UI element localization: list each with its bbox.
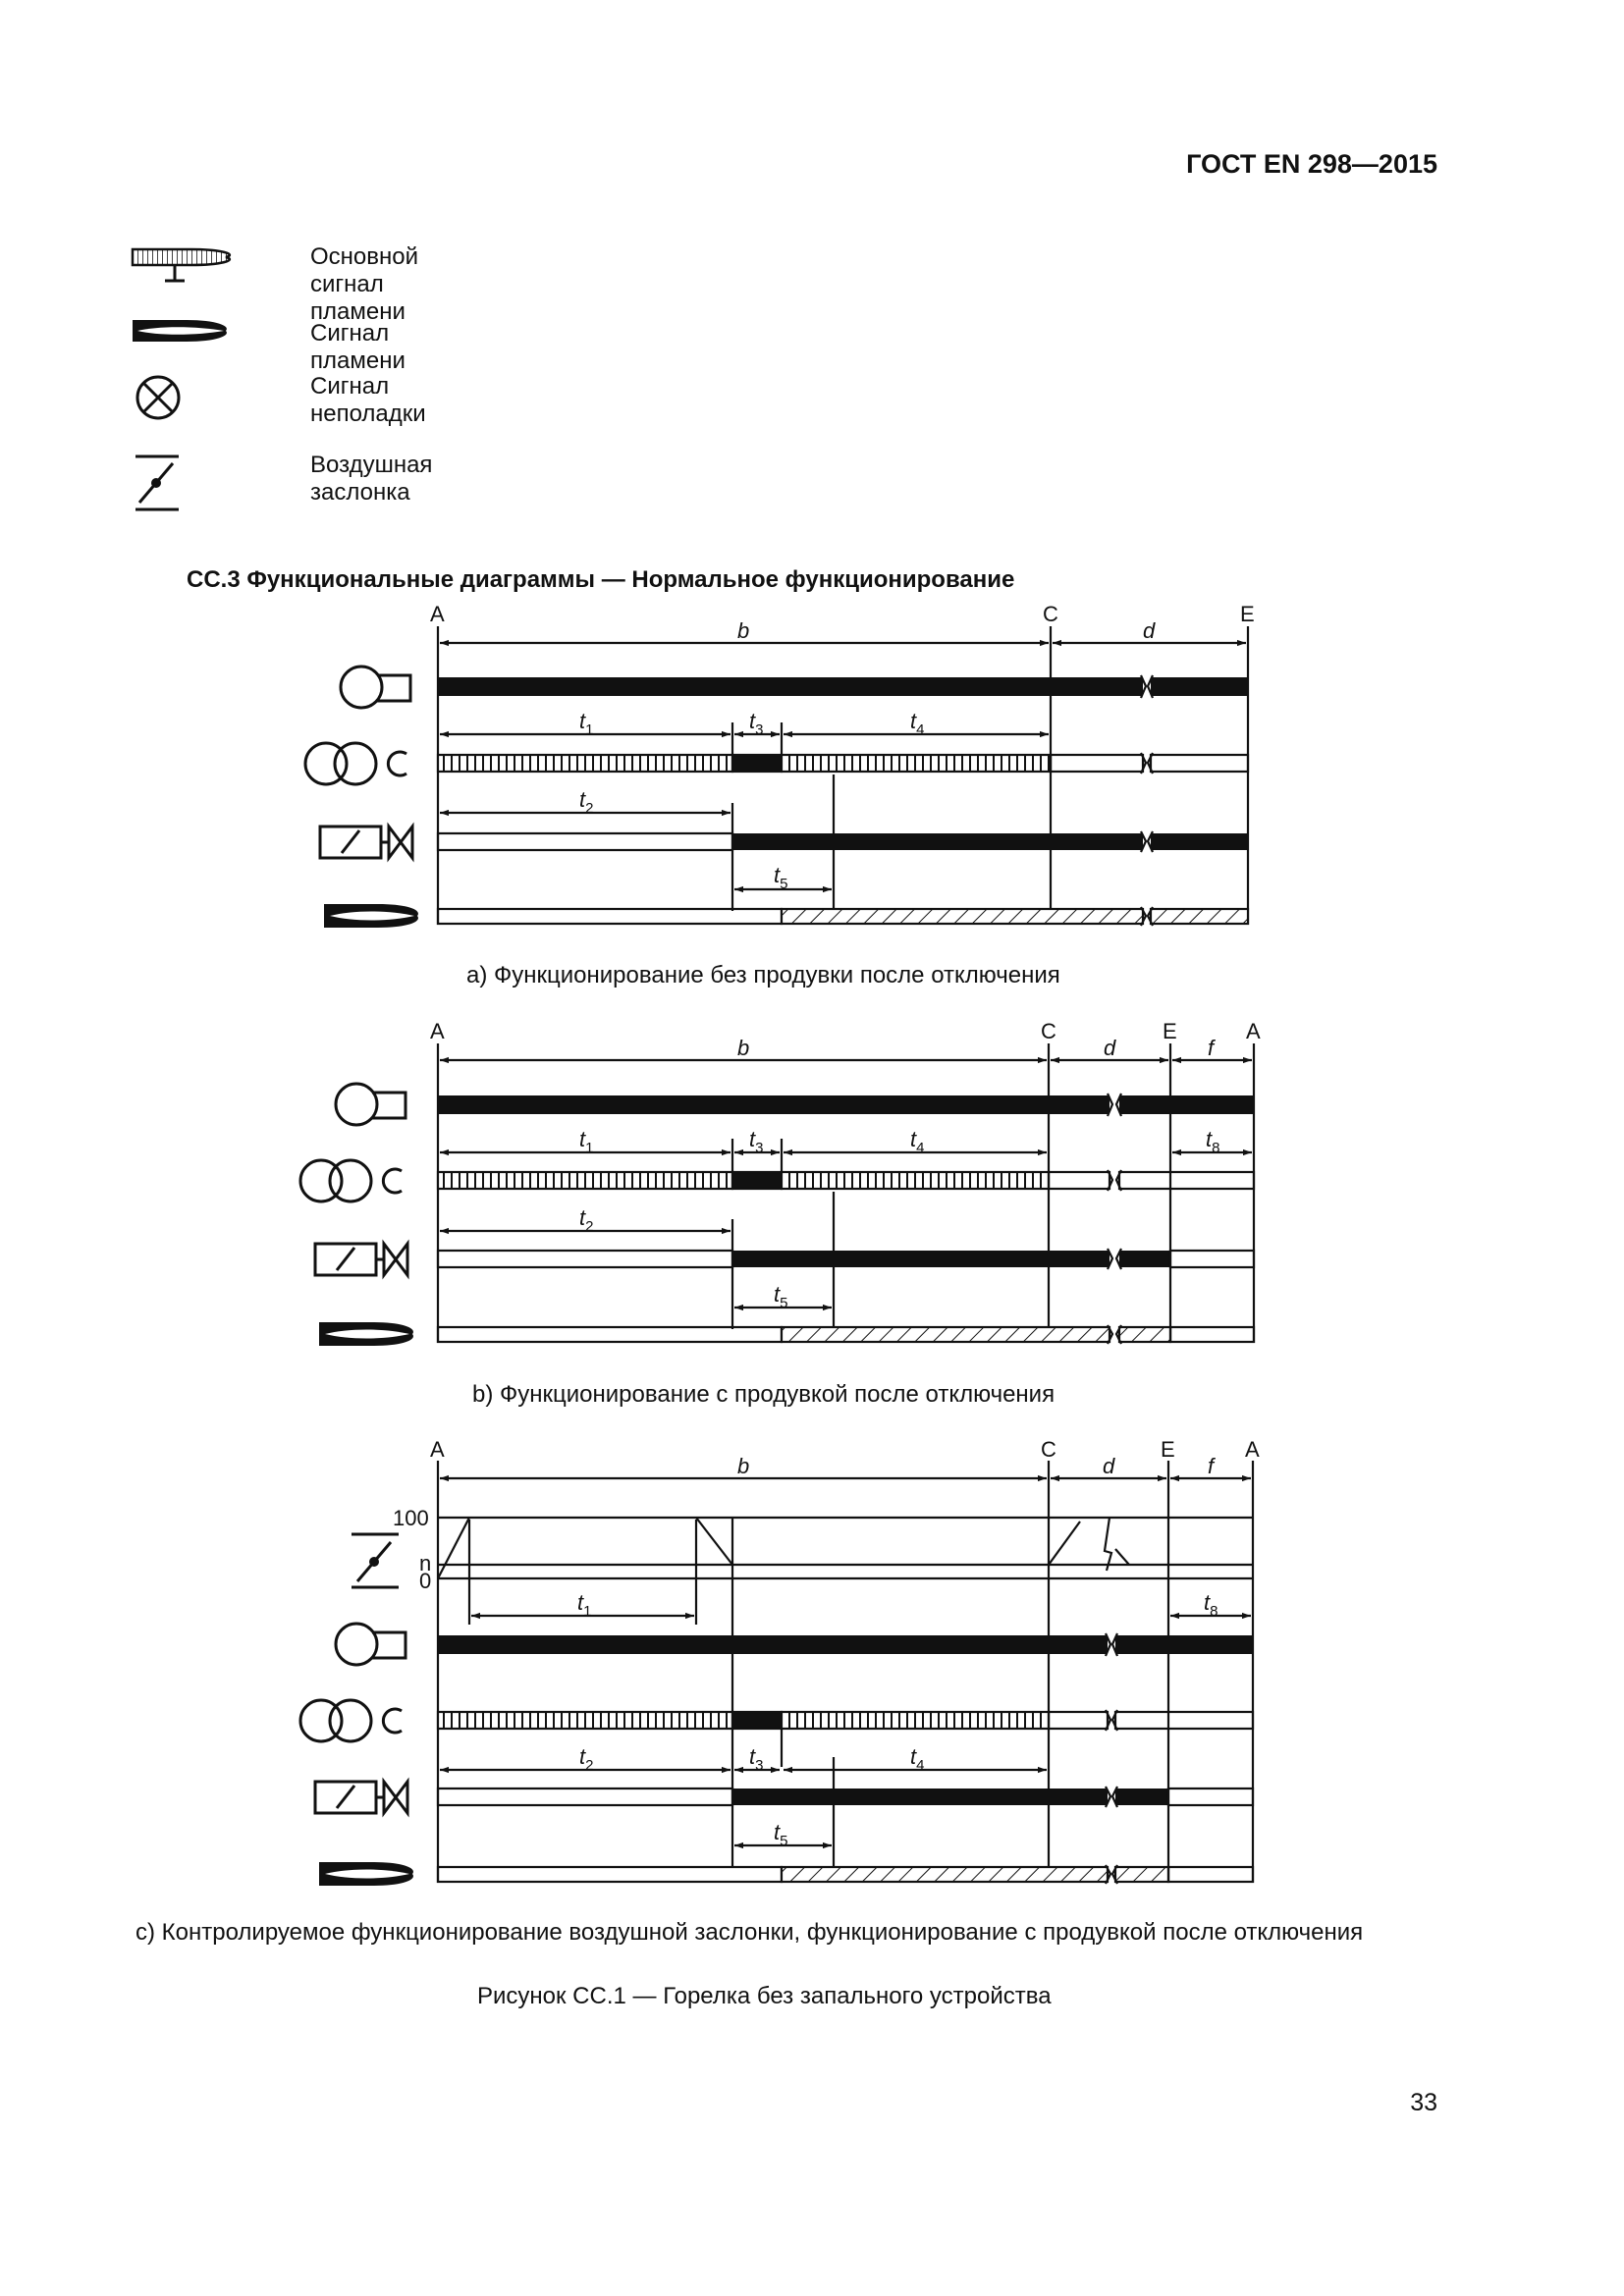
- fan-icon: [336, 1084, 406, 1125]
- time-label: $t_3$: [749, 1744, 764, 1774]
- legend-label: Воздушная заслонка: [310, 452, 433, 506]
- time-label: $t_5$: [774, 863, 788, 892]
- legend-label: Сигнал пламени: [310, 320, 406, 374]
- time-label: $t_1$: [577, 1590, 592, 1620]
- document-code: ГОСТ EN 298—2015: [1186, 149, 1437, 179]
- diagram-c-icons: [300, 1534, 413, 1886]
- point-label: E: [1163, 1019, 1177, 1043]
- section-title: CC.3 Функциональные диаграммы — Нормальное функционирование: [187, 566, 1015, 593]
- point-label: E: [1240, 602, 1255, 626]
- diagram-b-icons: [300, 1084, 413, 1346]
- point-label: E: [1161, 1437, 1175, 1462]
- time-label: $t_8$: [1204, 1590, 1218, 1620]
- interval-label: b: [737, 1036, 750, 1060]
- time-label: $t_1$: [579, 709, 594, 738]
- point-label: A: [430, 1437, 445, 1462]
- diagram-a-icons: [305, 667, 418, 928]
- valve-icon: [315, 1782, 407, 1813]
- point-label: C: [1041, 1437, 1056, 1462]
- fan-icon: [336, 1624, 406, 1665]
- time-label: $t_2$: [579, 1744, 594, 1774]
- fan-icon: [341, 667, 410, 708]
- diagram-c-caption: c) Контролируемое функционирование воздушной заслонки, функционирование с продувкой после отключения: [135, 1919, 1364, 1946]
- interval-label: d: [1103, 1454, 1115, 1478]
- time-label: $t_3$: [749, 709, 764, 738]
- point-label: A: [430, 602, 445, 626]
- point-label: C: [1041, 1019, 1056, 1043]
- damper-level-label: 100: [393, 1506, 429, 1530]
- air-damper-icon: [352, 1534, 399, 1587]
- time-label: $t_2$: [579, 1205, 594, 1235]
- diagram-c: [438, 1461, 1253, 1884]
- point-label: A: [430, 1019, 445, 1043]
- time-label: $t_4$: [910, 1127, 925, 1156]
- ignition-icon: [300, 1700, 402, 1741]
- time-label: $t_5$: [774, 1820, 788, 1849]
- diagram-b: [438, 1043, 1254, 1344]
- interval-label: f: [1208, 1036, 1215, 1060]
- interval-label: b: [737, 1454, 750, 1478]
- flame-signal-icon: [319, 1862, 413, 1886]
- valve-icon: [320, 827, 412, 858]
- ignition-icon: [305, 743, 406, 784]
- interval-label: f: [1208, 1454, 1215, 1478]
- interval-label: d: [1143, 618, 1156, 643]
- interval-label: d: [1104, 1036, 1116, 1060]
- damper-level-label: 0: [419, 1569, 432, 1593]
- page-number: 33: [1410, 2089, 1437, 2116]
- diagram-a-caption: a) Функционирование без продувки после отключения: [466, 962, 1060, 988]
- legend-label: Сигнал неполадки: [310, 373, 426, 427]
- time-label: $t_4$: [910, 1744, 925, 1774]
- point-label: A: [1246, 1019, 1261, 1043]
- ignition-icon: [300, 1160, 402, 1201]
- time-label: $t_8$: [1206, 1127, 1220, 1156]
- point-label: A: [1245, 1437, 1260, 1462]
- time-label: $t_5$: [774, 1282, 788, 1311]
- valve-icon: [315, 1244, 407, 1275]
- point-label: C: [1043, 602, 1058, 626]
- time-label: $t_1$: [579, 1127, 594, 1156]
- time-label: $t_4$: [910, 709, 925, 738]
- diagram-a: [438, 626, 1248, 926]
- time-label: $t_3$: [749, 1127, 764, 1156]
- interval-label: b: [737, 618, 750, 643]
- damper-level-label: n: [419, 1551, 432, 1575]
- flame-signal-icon: [324, 904, 418, 928]
- legend-label: Основной сигнал пламени: [310, 243, 419, 325]
- diagram-b-caption: b) Функционирование с продувкой после отключения: [472, 1381, 1056, 1408]
- time-label: $t_2$: [579, 787, 594, 817]
- flame-signal-icon: [319, 1322, 413, 1346]
- figure-caption: Рисунок CC.1 — Горелка без запального устройства: [477, 1983, 1052, 2009]
